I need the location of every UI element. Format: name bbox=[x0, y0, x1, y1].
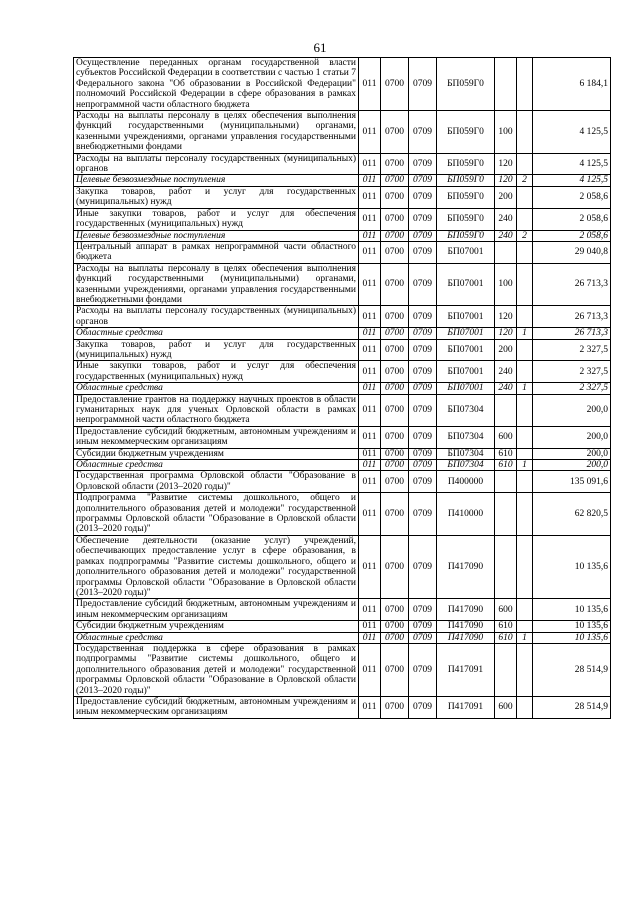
admin-code-cell: 011 bbox=[359, 535, 381, 598]
section-code-cell: 0700 bbox=[381, 186, 409, 208]
subsection-code-cell: 0709 bbox=[409, 535, 437, 598]
row-name-cell: Предоставление грантов на поддержку научных проектов в области гуманитарных наук для ученых Орловской области в рамках непрограммной части областного бюджета bbox=[74, 394, 359, 426]
subsection-code-cell: 0709 bbox=[409, 632, 437, 643]
row-name-cell: Целевые безвозмездные поступления bbox=[74, 230, 359, 241]
target-article-cell: БП059Г0 bbox=[437, 153, 495, 175]
subsection-code-cell: 0709 bbox=[409, 186, 437, 208]
row-name-cell: Расходы на выплаты персоналу в целях обеспечения выполнения функций государственными (муниципальными) органами, казенными учреждениями, органами управления государственными внебюджетными фондами bbox=[74, 111, 359, 154]
section-code-cell: 0700 bbox=[381, 58, 409, 111]
funding-source-cell bbox=[517, 111, 533, 154]
target-article-cell: БП07304 bbox=[437, 460, 495, 471]
admin-code-cell: 011 bbox=[359, 460, 381, 471]
table-row bbox=[74, 263, 611, 306]
subsection-code-cell: 0709 bbox=[409, 493, 437, 536]
expense-type-cell: 100 bbox=[495, 111, 517, 154]
subsection-code-cell: 0709 bbox=[409, 599, 437, 621]
funding-source-cell: 2 bbox=[517, 230, 533, 241]
subsection-code-cell: 0709 bbox=[409, 394, 437, 426]
amount-cell: 10 135,6 bbox=[533, 599, 611, 621]
section-code-cell: 0700 bbox=[381, 696, 409, 718]
expense-type-cell: 610 bbox=[495, 632, 517, 643]
expense-type-cell bbox=[495, 493, 517, 536]
subsection-code-cell: 0709 bbox=[409, 111, 437, 154]
amount-cell: 29 040,8 bbox=[533, 241, 611, 263]
expense-type-cell: 200 bbox=[495, 186, 517, 208]
amount-cell: 200,0 bbox=[533, 448, 611, 459]
target-article-cell: БП07001 bbox=[437, 306, 495, 328]
section-code-cell: 0700 bbox=[381, 643, 409, 696]
section-code-cell: 0700 bbox=[381, 241, 409, 263]
table-row bbox=[74, 241, 611, 263]
funding-source-cell: 1 bbox=[517, 460, 533, 471]
target-article-cell: БП07001 bbox=[437, 339, 495, 361]
target-article-cell: П417090 bbox=[437, 599, 495, 621]
table-row bbox=[74, 696, 611, 718]
expense-type-cell: 240 bbox=[495, 230, 517, 241]
subsection-code-cell: 0709 bbox=[409, 306, 437, 328]
table-row bbox=[74, 383, 611, 394]
table-row bbox=[74, 186, 611, 208]
funding-source-cell bbox=[517, 426, 533, 448]
expense-type-cell: 100 bbox=[495, 263, 517, 306]
subsection-code-cell: 0709 bbox=[409, 175, 437, 186]
expense-type-cell: 610 bbox=[495, 448, 517, 459]
expense-type-cell bbox=[495, 535, 517, 598]
target-article-cell: БП059Г0 bbox=[437, 58, 495, 111]
admin-code-cell: 011 bbox=[359, 306, 381, 328]
amount-cell: 200,0 bbox=[533, 394, 611, 426]
funding-source-cell: 1 bbox=[517, 328, 533, 339]
subsection-code-cell: 0709 bbox=[409, 241, 437, 263]
section-code-cell: 0700 bbox=[381, 361, 409, 383]
amount-cell: 2 058,6 bbox=[533, 208, 611, 230]
admin-code-cell: 011 bbox=[359, 361, 381, 383]
table-row bbox=[74, 643, 611, 696]
section-code-cell: 0700 bbox=[381, 493, 409, 536]
funding-source-cell bbox=[517, 361, 533, 383]
amount-cell: 2 327,5 bbox=[533, 361, 611, 383]
amount-cell: 26 713,3 bbox=[533, 263, 611, 306]
admin-code-cell: 011 bbox=[359, 394, 381, 426]
funding-source-cell bbox=[517, 58, 533, 111]
amount-cell: 200,0 bbox=[533, 426, 611, 448]
target-article-cell: БП07304 bbox=[437, 394, 495, 426]
admin-code-cell: 011 bbox=[359, 621, 381, 632]
expense-type-cell bbox=[495, 58, 517, 111]
table-row bbox=[74, 394, 611, 426]
subsection-code-cell: 0709 bbox=[409, 263, 437, 306]
funding-source-cell: 1 bbox=[517, 383, 533, 394]
funding-source-cell bbox=[517, 471, 533, 493]
funding-source-cell bbox=[517, 263, 533, 306]
amount-cell: 62 820,5 bbox=[533, 493, 611, 536]
expense-type-cell: 240 bbox=[495, 361, 517, 383]
amount-cell: 200,0 bbox=[533, 460, 611, 471]
amount-cell: 26 713,3 bbox=[533, 328, 611, 339]
target-article-cell: П417090 bbox=[437, 621, 495, 632]
expense-type-cell bbox=[495, 241, 517, 263]
subsection-code-cell: 0709 bbox=[409, 58, 437, 111]
target-article-cell: БП07304 bbox=[437, 448, 495, 459]
target-article-cell: БП07001 bbox=[437, 361, 495, 383]
section-code-cell: 0700 bbox=[381, 208, 409, 230]
target-article-cell: БП059Г0 bbox=[437, 230, 495, 241]
funding-source-cell: 1 bbox=[517, 632, 533, 643]
table-row bbox=[74, 208, 611, 230]
amount-cell: 4 125,5 bbox=[533, 111, 611, 154]
admin-code-cell: 011 bbox=[359, 339, 381, 361]
target-article-cell: БП059Г0 bbox=[437, 111, 495, 154]
subsection-code-cell: 0709 bbox=[409, 208, 437, 230]
amount-cell: 4 125,5 bbox=[533, 175, 611, 186]
target-article-cell: П417090 bbox=[437, 632, 495, 643]
amount-cell: 4 125,5 bbox=[533, 153, 611, 175]
funding-source-cell bbox=[517, 621, 533, 632]
admin-code-cell: 011 bbox=[359, 208, 381, 230]
row-name-cell: Подпрограмма "Развитие системы дошкольного, общего и дополнительного образования детей и молодежи" государственной программы Орловской области "Образование в Орловской области (2013–2020 годы)" bbox=[74, 493, 359, 536]
expense-type-cell: 120 bbox=[495, 328, 517, 339]
target-article-cell: БП059Г0 bbox=[437, 175, 495, 186]
row-name-cell: Субсидии бюджетным учреждениям bbox=[74, 621, 359, 632]
row-name-cell: Предоставление субсидий бюджетным, автономным учреждениям и иным некоммерческим организациям bbox=[74, 696, 359, 718]
table-row bbox=[74, 448, 611, 459]
row-name-cell: Закупка товаров, работ и услуг для государственных (муниципальных) нужд bbox=[74, 339, 359, 361]
table-row bbox=[74, 153, 611, 175]
row-name-cell: Центральный аппарат в рамках непрограммной части областного бюджета bbox=[74, 241, 359, 263]
table-row bbox=[74, 58, 611, 111]
subsection-code-cell: 0709 bbox=[409, 696, 437, 718]
expense-type-cell: 610 bbox=[495, 460, 517, 471]
funding-source-cell bbox=[517, 448, 533, 459]
table-row bbox=[74, 471, 611, 493]
section-code-cell: 0700 bbox=[381, 632, 409, 643]
row-name-cell: Субсидии бюджетным учреждениям bbox=[74, 448, 359, 459]
expense-type-cell: 600 bbox=[495, 696, 517, 718]
admin-code-cell: 011 bbox=[359, 696, 381, 718]
expense-type-cell: 600 bbox=[495, 599, 517, 621]
funding-source-cell bbox=[517, 696, 533, 718]
target-article-cell: БП07001 bbox=[437, 241, 495, 263]
funding-source-cell bbox=[517, 186, 533, 208]
admin-code-cell: 011 bbox=[359, 599, 381, 621]
table-row bbox=[74, 306, 611, 328]
admin-code-cell: 011 bbox=[359, 230, 381, 241]
section-code-cell: 0700 bbox=[381, 153, 409, 175]
section-code-cell: 0700 bbox=[381, 471, 409, 493]
target-article-cell: П417091 bbox=[437, 643, 495, 696]
table-row bbox=[74, 599, 611, 621]
subsection-code-cell: 0709 bbox=[409, 328, 437, 339]
row-name-cell: Областные средства bbox=[74, 383, 359, 394]
amount-cell: 28 514,9 bbox=[533, 643, 611, 696]
subsection-code-cell: 0709 bbox=[409, 426, 437, 448]
section-code-cell: 0700 bbox=[381, 394, 409, 426]
subsection-code-cell: 0709 bbox=[409, 643, 437, 696]
expense-type-cell: 240 bbox=[495, 208, 517, 230]
subsection-code-cell: 0709 bbox=[409, 230, 437, 241]
section-code-cell: 0700 bbox=[381, 263, 409, 306]
admin-code-cell: 011 bbox=[359, 111, 381, 154]
row-name-cell: Государственная программа Орловской области "Образование в Орловской области (2013–2020 годы)" bbox=[74, 471, 359, 493]
funding-source-cell bbox=[517, 306, 533, 328]
row-name-cell: Областные средства bbox=[74, 328, 359, 339]
subsection-code-cell: 0709 bbox=[409, 383, 437, 394]
section-code-cell: 0700 bbox=[381, 230, 409, 241]
row-name-cell: Обеспечение деятельности (оказание услуг) учреждений, обеспечивающих предоставление услуг в сфере образования, в рамках подпрограммы "Развитие системы дошкольного, общего и дополнительного образования детей и молодежи" государственной программы Орловской области "Образование в Орловской области (2013–2020 годы)" bbox=[74, 535, 359, 598]
expense-type-cell: 120 bbox=[495, 175, 517, 186]
amount-cell: 10 135,6 bbox=[533, 535, 611, 598]
funding-source-cell bbox=[517, 535, 533, 598]
row-name-cell: Осуществление переданных органам государственной власти субъектов Российской Федерации в соответствии с частью 1 статьи 7 Федерального закона "Об образовании в Российской Федерации" полномочий Российской Федерации в сфере образования в рамках непрограммной части областного бюджета bbox=[74, 58, 359, 111]
table-row bbox=[74, 460, 611, 471]
row-name-cell: Областные средства bbox=[74, 632, 359, 643]
section-code-cell: 0700 bbox=[381, 448, 409, 459]
section-code-cell: 0700 bbox=[381, 460, 409, 471]
row-name-cell: Расходы на выплаты персоналу государственных (муниципальных) органов bbox=[74, 153, 359, 175]
expense-type-cell bbox=[495, 643, 517, 696]
subsection-code-cell: 0709 bbox=[409, 153, 437, 175]
section-code-cell: 0700 bbox=[381, 621, 409, 632]
target-article-cell: П417090 bbox=[437, 535, 495, 598]
amount-cell: 10 135,6 bbox=[533, 632, 611, 643]
page-number: 61 bbox=[313, 40, 327, 55]
row-name-cell: Расходы на выплаты персоналу в целях обеспечения выполнения функций государственными (муниципальными) органами, казенными учреждениями, органами управления государственными внебюджетными фондами bbox=[74, 263, 359, 306]
section-code-cell: 0700 bbox=[381, 306, 409, 328]
admin-code-cell: 011 bbox=[359, 448, 381, 459]
admin-code-cell: 011 bbox=[359, 186, 381, 208]
expense-type-cell: 240 bbox=[495, 383, 517, 394]
table-row bbox=[74, 230, 611, 241]
admin-code-cell: 011 bbox=[359, 328, 381, 339]
table-row bbox=[74, 493, 611, 536]
expense-type-cell: 600 bbox=[495, 426, 517, 448]
amount-cell: 6 184,1 bbox=[533, 58, 611, 111]
target-article-cell: БП059Г0 bbox=[437, 186, 495, 208]
admin-code-cell: 011 bbox=[359, 383, 381, 394]
row-name-cell: Предоставление субсидий бюджетным, автономным учреждениям и иным некоммерческим организациям bbox=[74, 599, 359, 621]
subsection-code-cell: 0709 bbox=[409, 448, 437, 459]
expense-type-cell: 610 bbox=[495, 621, 517, 632]
section-code-cell: 0700 bbox=[381, 599, 409, 621]
section-code-cell: 0700 bbox=[381, 535, 409, 598]
expense-type-cell: 120 bbox=[495, 153, 517, 175]
amount-cell: 2 327,5 bbox=[533, 339, 611, 361]
section-code-cell: 0700 bbox=[381, 383, 409, 394]
row-name-cell: Предоставление субсидий бюджетным, автономным учреждениям и иным некоммерческим организациям bbox=[74, 426, 359, 448]
admin-code-cell: 011 bbox=[359, 471, 381, 493]
admin-code-cell: 011 bbox=[359, 643, 381, 696]
target-article-cell: П417091 bbox=[437, 696, 495, 718]
target-article-cell: БП07304 bbox=[437, 426, 495, 448]
table-body bbox=[74, 58, 611, 719]
subsection-code-cell: 0709 bbox=[409, 460, 437, 471]
table-row bbox=[74, 426, 611, 448]
row-name-cell: Расходы на выплаты персоналу государственных (муниципальных) органов bbox=[74, 306, 359, 328]
funding-source-cell bbox=[517, 153, 533, 175]
section-code-cell: 0700 bbox=[381, 426, 409, 448]
admin-code-cell: 011 bbox=[359, 241, 381, 263]
section-code-cell: 0700 bbox=[381, 175, 409, 186]
row-name-cell: Областные средства bbox=[74, 460, 359, 471]
amount-cell: 2 327,5 bbox=[533, 383, 611, 394]
expense-type-cell bbox=[495, 394, 517, 426]
table-row bbox=[74, 621, 611, 632]
admin-code-cell: 011 bbox=[359, 58, 381, 111]
target-article-cell: БП07001 bbox=[437, 263, 495, 306]
table-row bbox=[74, 111, 611, 154]
target-article-cell: П410000 bbox=[437, 493, 495, 536]
funding-source-cell bbox=[517, 394, 533, 426]
funding-source-cell bbox=[517, 208, 533, 230]
funding-source-cell bbox=[517, 643, 533, 696]
funding-source-cell bbox=[517, 493, 533, 536]
amount-cell: 10 135,6 bbox=[533, 621, 611, 632]
funding-source-cell: 2 bbox=[517, 175, 533, 186]
funding-source-cell bbox=[517, 339, 533, 361]
table-row bbox=[74, 339, 611, 361]
admin-code-cell: 011 bbox=[359, 263, 381, 306]
admin-code-cell: 011 bbox=[359, 153, 381, 175]
subsection-code-cell: 0709 bbox=[409, 621, 437, 632]
table-row bbox=[74, 632, 611, 643]
funding-source-cell bbox=[517, 599, 533, 621]
target-article-cell: БП07001 bbox=[437, 328, 495, 339]
table-row bbox=[74, 175, 611, 186]
table-row bbox=[74, 361, 611, 383]
section-code-cell: 0700 bbox=[381, 111, 409, 154]
budget-table bbox=[73, 57, 611, 719]
subsection-code-cell: 0709 bbox=[409, 471, 437, 493]
subsection-code-cell: 0709 bbox=[409, 361, 437, 383]
row-name-cell: Закупка товаров, работ и услуг для государственных (муниципальных) нужд bbox=[74, 186, 359, 208]
admin-code-cell: 011 bbox=[359, 175, 381, 186]
expense-type-cell bbox=[495, 471, 517, 493]
amount-cell: 2 058,6 bbox=[533, 230, 611, 241]
expense-type-cell: 120 bbox=[495, 306, 517, 328]
target-article-cell: БП059Г0 bbox=[437, 208, 495, 230]
admin-code-cell: 011 bbox=[359, 426, 381, 448]
subsection-code-cell: 0709 bbox=[409, 339, 437, 361]
amount-cell: 28 514,9 bbox=[533, 696, 611, 718]
section-code-cell: 0700 bbox=[381, 339, 409, 361]
table-row bbox=[74, 328, 611, 339]
row-name-cell: Иные закупки товаров, работ и услуг для обеспечения государственных (муниципальных) нужд bbox=[74, 361, 359, 383]
amount-cell: 26 713,3 bbox=[533, 306, 611, 328]
target-article-cell: БП07001 bbox=[437, 383, 495, 394]
admin-code-cell: 011 bbox=[359, 493, 381, 536]
row-name-cell: Целевые безвозмездные поступления bbox=[74, 175, 359, 186]
expense-type-cell: 200 bbox=[495, 339, 517, 361]
amount-cell: 135 091,6 bbox=[533, 471, 611, 493]
section-code-cell: 0700 bbox=[381, 328, 409, 339]
admin-code-cell: 011 bbox=[359, 632, 381, 643]
amount-cell: 2 058,6 bbox=[533, 186, 611, 208]
target-article-cell: П400000 bbox=[437, 471, 495, 493]
row-name-cell: Государственная поддержка в сфере образования в рамках подпрограммы "Развитие системы дошкольного, общего и дополнительного образования детей и молодежи" государственной программы Орловской области "Образование в Орловской области (2013–2020 годы)" bbox=[74, 643, 359, 696]
table-row bbox=[74, 535, 611, 598]
funding-source-cell bbox=[517, 241, 533, 263]
row-name-cell: Иные закупки товаров, работ и услуг для обеспечения государственных (муниципальных) нужд bbox=[74, 208, 359, 230]
